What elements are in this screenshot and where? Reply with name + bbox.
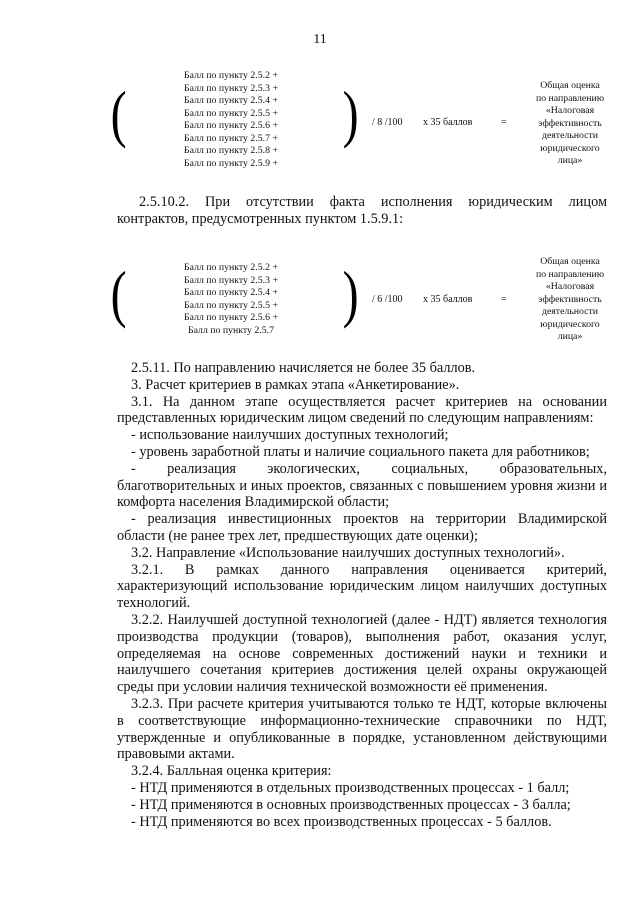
formula-result: Общая оценка по направлению «Налоговая эффективность деятельности юридического лица» <box>535 80 605 166</box>
formula-item: Балл по пункту 2.5.2 + <box>184 262 278 273</box>
list-item: - НТД применяются в основных производственных процессах - 3 балла; <box>131 796 571 813</box>
paragraph-3: 3. Расчет критериев в рамках этапа «Анкетирование». <box>131 376 460 393</box>
formula-multiplier: х 35 баллов <box>423 294 473 305</box>
list-item: - реализация инвестиционных проектов на территории Владимирской области (не ранее трех лет, предшествующих дате оценки); <box>117 511 607 544</box>
paragraph-3-2-2: 3.2.2. Наилучшей доступной технологией (далее - НДТ) является технология производства продукции (товаров), выполнения работ, оказания услуг, определяемая на основе современных достижений науки и техники и наилучшего сочетания критериев достижения целей охраны окружающей среды при условии наличия технической возможности её применения. <box>117 611 607 696</box>
formula-item: Балл по пункту 2.5.4 + <box>184 287 278 298</box>
formula-divisor: / 6 /100 <box>372 294 403 305</box>
formula-equals: = <box>501 117 507 128</box>
formula-multiplier: х 35 баллов <box>423 117 473 128</box>
page-number: 11 <box>313 32 327 47</box>
formula-item: Балл по пункту 2.5.5 + <box>184 299 278 311</box>
formula-item: Балл по пункту 2.5.8 + <box>184 145 278 156</box>
list-item: - использование наилучших доступных технологий; <box>131 427 449 444</box>
formula-item: Балл по пункту 2.5.7 + <box>184 132 278 144</box>
formula-items <box>151 262 311 337</box>
formula-result: Общая оценка по направлению «Налоговая эффективность деятельности юридического лица» <box>535 256 605 342</box>
formula-item: Балл по пункту 2.5.6 + <box>184 120 278 131</box>
formula-items <box>151 70 311 170</box>
close-parenthesis: ) <box>342 78 359 149</box>
open-parenthesis: ( <box>110 258 127 329</box>
formula-item: Балл по пункту 2.5.4 + <box>184 95 278 106</box>
formula-equals: = <box>501 294 507 305</box>
list-item: - реализация экологических, социальных, образовательных, благотворительных и иных проектов, связанных с повышением уровня жизни и комфорта населения Владимирской области; <box>117 460 607 511</box>
close-parenthesis: ) <box>342 258 359 329</box>
formula-item: Балл по пункту 2.5.6 + <box>184 312 278 323</box>
body-text <box>117 360 607 830</box>
paragraph-3-2: 3.2. Направление «Использование наилучших доступных технологий». <box>131 544 565 561</box>
formula-item: Балл по пункту 2.5.3 + <box>184 274 278 286</box>
list-item: - НТД применяются в отдельных производственных процессах - 1 балл; <box>131 779 570 796</box>
formula-item: Балл по пункту 2.5.9 + <box>184 157 278 169</box>
paragraph-3-2-3: 3.2.3. При расчете критерия учитываются только те НДТ, которые включены в соответствующие информационно-технические справочники по НДТ, утвержденные и опубликованные в порядке, установленном действующими правовыми актами. <box>117 695 607 763</box>
list-item: - уровень заработной платы и наличие социального пакета для работников; <box>131 443 590 460</box>
formula-item: Балл по пункту 2.5.5 + <box>184 107 278 119</box>
paragraph-3-1: 3.1. На данном этапе осуществляется расчет критериев на основании представленных юридическим лицом сведений по следующим направлениям: <box>117 393 607 427</box>
formula-divisor: / 8 /100 <box>372 117 403 128</box>
open-parenthesis: ( <box>110 78 127 149</box>
list-item: - НТД применяются во всех производственных процессах - 5 баллов. <box>131 813 552 830</box>
paragraph-text: 2.5.10.2. При отсутствии факта исполнения юридическим лицом контрактов, предусмотренных пунктом 1.5.9.1: <box>117 194 607 227</box>
paragraph-3-2-1: 3.2.1. В рамках данного направления оценивается критерий, характеризующий использование юридическим лицом наилучших доступных технологий. <box>117 561 607 612</box>
formula-item: Балл по пункту 2.5.7 <box>188 324 274 336</box>
paragraph-2-5-10-2 <box>117 194 607 228</box>
formula-item: Балл по пункту 2.5.2 + <box>184 70 278 81</box>
formula-2 <box>0 256 640 356</box>
formula-item: Балл по пункту 2.5.3 + <box>184 82 278 94</box>
paragraph-3-2-4: 3.2.4. Балльная оценка критерия: <box>131 763 332 780</box>
formula-1 <box>0 70 640 170</box>
paragraph-2-5-11: 2.5.11. По направлению начисляется не более 35 баллов. <box>131 360 476 376</box>
